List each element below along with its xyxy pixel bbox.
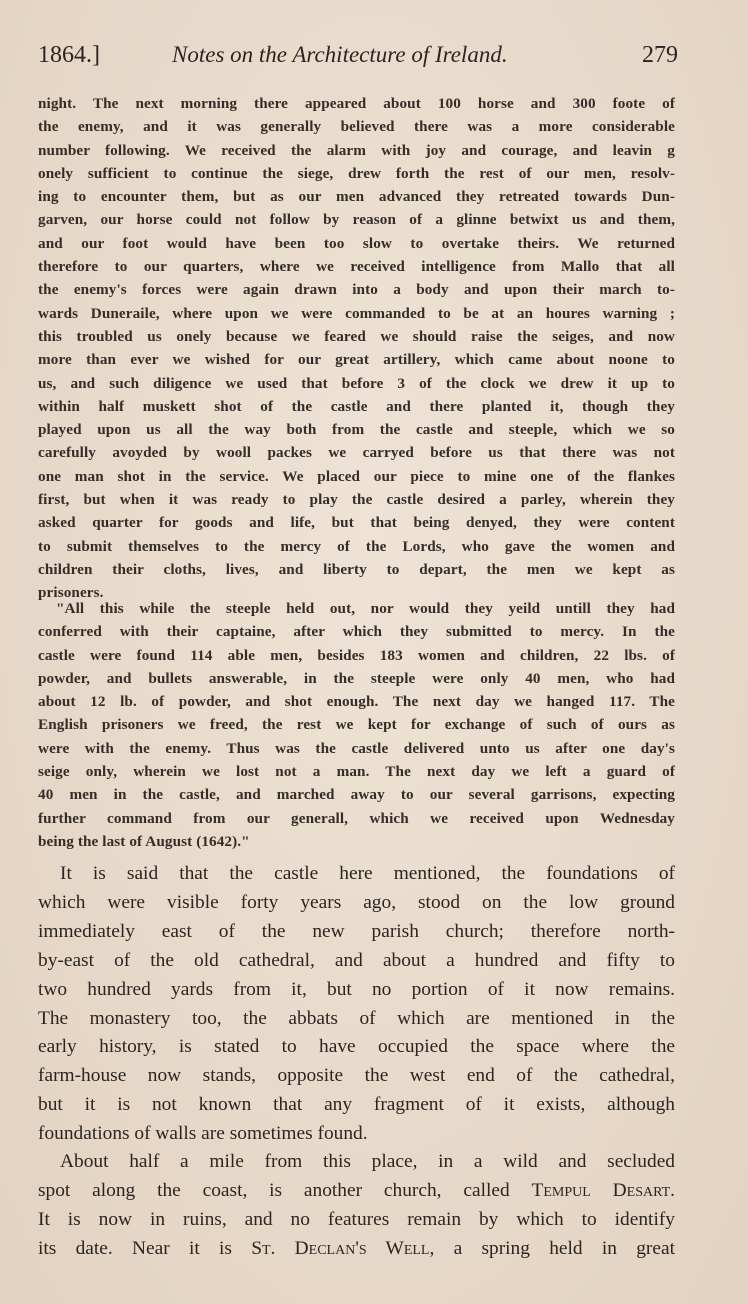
header-year: 1864.]: [38, 42, 100, 68]
text-line: to submit themselves to the mercy of the Lords, who gave the women and: [38, 537, 675, 555]
text-line: therefore to our quarters, where we received intelligence from Mallo that all: [38, 258, 675, 276]
text-line: the enemy's forces were again drawn into a body and upon their march to-: [38, 281, 675, 299]
text-line: [38, 1177, 675, 1206]
text-line: early history, is stated to have occupied the space where the: [38, 1036, 675, 1058]
text-line: were with the enemy. Thus was the castle delivered unto us after one day's: [38, 739, 675, 757]
text-line: 40 men in the castle, and marched away to our several garrisons, expecting: [38, 786, 675, 804]
place-name-st-declans-well: St. Declan's Well,: [251, 1237, 435, 1259]
text-line: further command from our generall, which we received upon Wednesday: [38, 809, 675, 827]
text-line: The monastery too, the abbats of which are mentioned in the: [38, 1007, 675, 1029]
text-line: farm-house now stands, opposite the west end of the cathedral,: [38, 1065, 675, 1087]
text-line: powder, and bullets answerable, in the steeple were only 40 men, who had: [38, 669, 675, 687]
place-name-tempul-desart: Tempul Desart.: [531, 1179, 675, 1201]
text-fragment: spot along the coast, is another church, called: [38, 1179, 532, 1201]
text-line: ing to encounter them, but as our men advanced they retreated towards Dun-: [38, 188, 675, 206]
text-line: number following. We received the alarm with joy and courage, and leavin g: [38, 141, 675, 159]
text-line: prisoners.: [38, 584, 104, 602]
text-line: first, but when it was ready to play the castle desired a parley, wherein they: [38, 491, 675, 509]
text-line: the enemy, and it was generally believed there was a more considerable: [38, 118, 675, 136]
text-line: English prisoners we freed, the rest we kept for exchange of such of ours as: [38, 716, 675, 734]
text-line: onely sufficient to continue the siege, drew forth the rest of our men, resolv-: [38, 164, 675, 182]
text-line: this troubled us onely because we feared we should raise the seiges, and now: [38, 327, 675, 345]
text-line: [38, 1235, 675, 1264]
text-line: immediately east of the new parish church; therefore north-: [38, 920, 675, 942]
text-line: carefully avoyded by wooll packes we carryed before us that there was not: [38, 444, 675, 462]
text-line: about 12 lb. of powder, and shot enough. The next day we hanged 117. The: [38, 693, 675, 711]
page-number: 279: [642, 42, 678, 68]
text-line: us, and such diligence we used that before 3 of the clock we drew it up to: [38, 374, 675, 392]
text-line: played upon us all the way both from the castle and steeple, which we so: [38, 421, 675, 439]
text-line: which were visible forty years ago, stood on the low ground: [38, 891, 675, 913]
text-line: by-east of the old cathedral, and about a hundred and fifty to: [38, 949, 675, 971]
text-line: seige only, wherein we lost not a man. The next day we left a guard of: [38, 763, 675, 781]
text-line: asked quarter for goods and life, but that being denyed, they were content: [38, 514, 675, 532]
text-line: one man shot in the service. We placed our piece to mine one of the flankes: [38, 467, 675, 485]
text-line: two hundred yards from it, but no portion of it now remains.: [38, 978, 675, 1000]
text-line: "All this while the steeple held out, nor would they yeild untill they had: [56, 600, 675, 617]
text-line: garven, our horse could not follow by reason of a glinne betwixt us and them,: [38, 211, 675, 229]
text-line: conferred with their captaine, after which they submitted to mercy. In the: [38, 623, 675, 641]
body-paragraph-1: [38, 860, 675, 1149]
text-line: children their cloths, lives, and liberty to depart, the men we kept as: [38, 560, 675, 578]
text-line: being the last of August (1642).": [38, 832, 250, 850]
text-line: wards Duneraile, where upon we were commanded to be at an houres warning ;: [38, 304, 675, 322]
text-line: It is now in ruins, and no features remain by which to identify: [38, 1208, 675, 1230]
text-line: night. The next morning there appeared about 100 horse and 300 foote of: [38, 95, 675, 112]
text-line: foundations of walls are sometimes found.: [38, 1123, 368, 1145]
text-line: It is said that the castle here mentioned, the foundations of: [60, 863, 675, 884]
text-line: more than ever we wished for our great artillery, which came about noone to: [38, 351, 675, 369]
text-line: and our foot would have been too slow to overtake theirs. We returned: [38, 234, 675, 252]
header-title: Notes on the Architecture of Ireland.: [172, 42, 508, 67]
text-line: within half muskett shot of the castle and there planted it, though they: [38, 397, 675, 415]
text-line: but it is not known that any fragment of it exists, although: [38, 1094, 675, 1116]
running-header: [38, 42, 678, 76]
text-fragment: its date. Near it is: [38, 1237, 252, 1259]
body-paragraph-2: [38, 1148, 675, 1264]
quoted-paragraph-1: [38, 92, 675, 605]
quoted-paragraph-2: [38, 597, 675, 853]
text-fragment: a spring held in great: [434, 1237, 675, 1259]
text-line: About half a mile from this place, in a wild and secluded: [60, 1151, 675, 1172]
text-line: castle were found 114 able men, besides 183 women and children, 22 lbs. of: [38, 646, 675, 664]
